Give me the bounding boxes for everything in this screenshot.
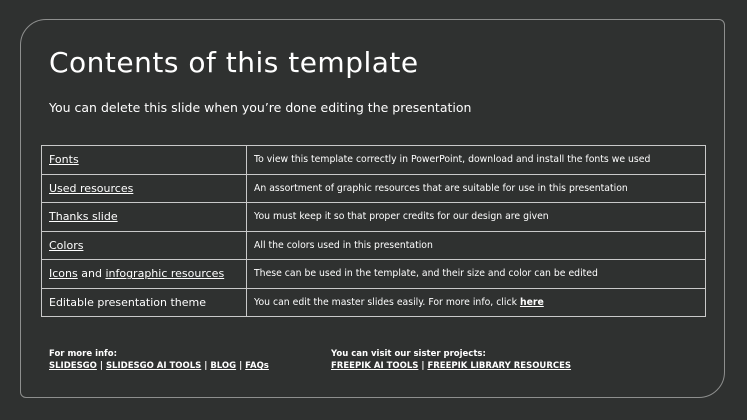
used-resources-link[interactable]: Used resources (49, 181, 134, 195)
row-desc-cell: These can be used in the template, and their size and color can be edited (247, 260, 706, 289)
freepik-ai-tools-link[interactable]: FREEPIK AI TOOLS (331, 361, 419, 371)
colors-link[interactable]: Colors (49, 238, 84, 252)
faqs-link[interactable]: FAQs (245, 361, 269, 371)
icons-link[interactable]: Icons (49, 267, 78, 281)
and-text: and (81, 267, 102, 281)
table-row (42, 174, 706, 203)
footer-more-info (49, 348, 269, 372)
here-link[interactable]: here (519, 296, 544, 308)
freepik-library-link[interactable]: FREEPIK LIBRARY RESOURCES (427, 361, 572, 371)
footer-sister-projects (331, 348, 571, 372)
footer-right-links (331, 360, 571, 372)
row-desc-cell: You must keep it so that proper credits for our design are given (247, 203, 706, 232)
slide-subtitle: You can delete this slide when you’re done editing the presentation (49, 100, 472, 115)
thanks-slide-link[interactable]: Thanks slide (49, 210, 118, 224)
row-label-cell (42, 174, 247, 203)
slidesgo-link[interactable]: SLIDESGO (49, 361, 97, 371)
row-label-cell (42, 146, 247, 175)
table-row (42, 260, 706, 289)
table-row (42, 231, 706, 260)
separator: | (204, 361, 208, 371)
table-row (42, 146, 706, 175)
separator: | (239, 361, 243, 371)
row-label-cell (42, 260, 247, 289)
table-row (42, 203, 706, 232)
row-desc-cell: All the colors used in this presentation (247, 231, 706, 260)
blog-link[interactable]: BLOG (210, 361, 237, 371)
row-label-cell: Editable presentation theme (42, 288, 247, 317)
footer-left-links (49, 360, 269, 372)
footer-left-heading: For more info: (49, 349, 117, 359)
separator: | (421, 361, 425, 371)
infographic-resources-link[interactable]: infographic resources (105, 267, 225, 281)
contents-table (41, 145, 706, 317)
slidesgo-ai-tools-link[interactable]: SLIDESGO AI TOOLS (105, 361, 202, 371)
row-desc-cell (247, 288, 706, 317)
row-desc-text: You can edit the master slides easily. For more info, click (254, 296, 517, 308)
footer-right-heading: You can visit our sister projects: (331, 349, 486, 359)
row-desc-cell: To view this template correctly in PowerPoint, download and install the fonts we used (247, 146, 706, 175)
row-label-cell (42, 203, 247, 232)
row-desc-cell: An assortment of graphic resources that are suitable for use in this presentation (247, 174, 706, 203)
fonts-link[interactable]: Fonts (49, 153, 79, 167)
slide-title: Contents of this template (49, 46, 419, 79)
row-label-cell (42, 231, 247, 260)
table-row (42, 288, 706, 317)
separator: | (99, 361, 103, 371)
